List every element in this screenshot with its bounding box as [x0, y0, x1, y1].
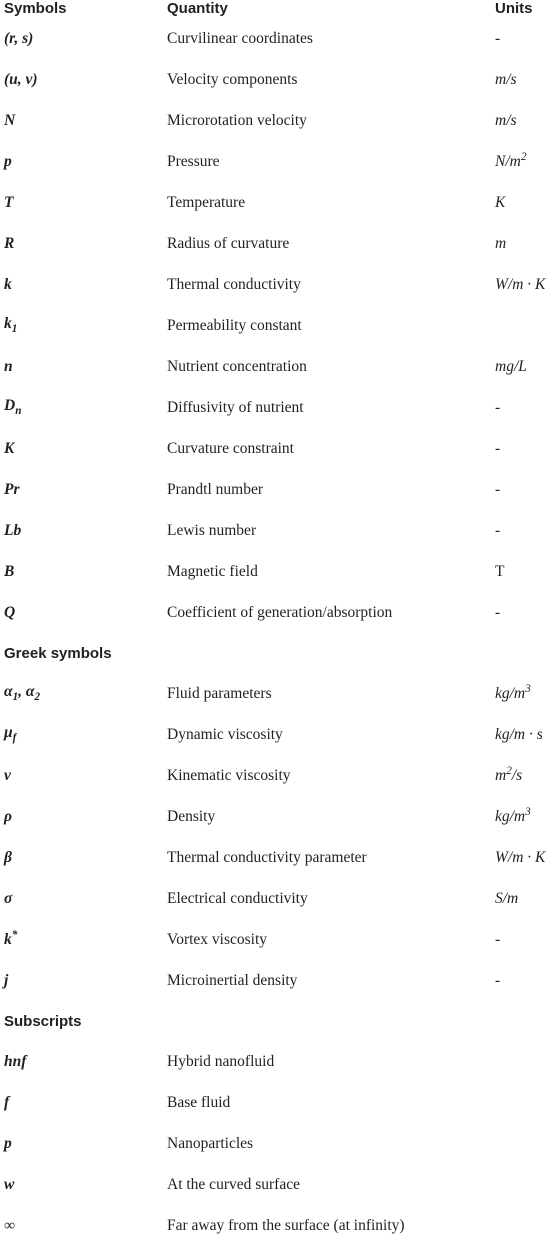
quantity-cell: Permeability constant: [167, 316, 302, 334]
table-row: [0, 1205, 558, 1246]
symbol-cell: (u, v): [4, 70, 38, 88]
table-row: [0, 714, 558, 755]
quantity-cell: Thermal conductivity: [167, 275, 301, 293]
units-cell: [495, 1164, 558, 1205]
symbol-cell: j: [4, 971, 9, 989]
units-cell: $kg/m^3$: [495, 683, 531, 703]
quantity-cell: Velocity components: [167, 70, 298, 88]
section-heading: Subscripts: [4, 1012, 82, 1030]
table-row: [0, 919, 558, 960]
table-row: [0, 673, 558, 714]
units-cell: mg/L: [495, 357, 527, 375]
units-cell: S/m: [495, 889, 519, 907]
table-row: [0, 796, 558, 837]
quantity-cell: Electrical conductivity: [167, 889, 308, 907]
quantity-cell: Base fluid: [167, 1093, 231, 1111]
symbol-cell: Q: [4, 603, 16, 621]
units-cell: $m^2/s$: [495, 765, 523, 785]
section-heading-row: [0, 1001, 558, 1041]
quantity-cell: Far away from the surface (at infinity): [167, 1216, 405, 1234]
table-row: [0, 223, 558, 264]
symbol-cell: $k_1$: [4, 315, 18, 336]
symbol-cell: $\mu_f$: [4, 724, 17, 745]
symbol-cell: $\alpha_1$, $\alpha_2$: [4, 683, 41, 704]
table-row: [0, 837, 558, 878]
units-cell: -: [495, 971, 501, 989]
table-row: [0, 182, 558, 223]
table-row: [0, 59, 558, 100]
quantity-cell: At the curved surface: [167, 1175, 300, 1193]
quantity-cell: Curvature constraint: [167, 439, 294, 457]
units-cell: m/s: [495, 111, 517, 129]
quantity-cell: Thermal conductivity parameter: [167, 848, 367, 866]
units-cell: -: [495, 29, 501, 47]
table-row: [0, 551, 558, 592]
table-row: [0, 592, 558, 633]
units-cell: kg/m · s: [495, 725, 543, 743]
symbol-cell: β: [4, 848, 12, 866]
table-row: [0, 878, 558, 919]
units-cell: [495, 1082, 558, 1123]
symbol-cell: k: [4, 275, 12, 293]
units-cell: [495, 1123, 558, 1164]
symbol-cell: T: [4, 193, 14, 211]
units-cell: -: [495, 930, 501, 948]
quantity-cell: Vortex viscosity: [167, 930, 268, 948]
units-cell: -: [495, 439, 501, 457]
symbol-cell: k*: [4, 929, 18, 949]
symbol-cell: σ: [4, 889, 13, 907]
units-cell: -: [495, 521, 501, 539]
symbol-cell: $D_n$: [4, 397, 22, 418]
table-row: [0, 960, 558, 1001]
table-row: [0, 755, 558, 796]
symbol-cell: p: [4, 152, 12, 170]
table-row: [0, 141, 558, 182]
units-cell: W/m · K: [495, 848, 546, 866]
quantity-cell: Fluid parameters: [167, 684, 272, 702]
units-cell: [495, 1041, 558, 1082]
quantity-cell: Pressure: [167, 152, 220, 170]
units-cell: T: [495, 562, 505, 580]
symbol-cell: hnf: [4, 1052, 27, 1070]
quantity-cell: Kinematic viscosity: [167, 766, 291, 784]
quantity-cell: Lewis number: [167, 521, 257, 539]
header-symbols: Symbols: [4, 0, 67, 17]
units-cell: K: [495, 193, 506, 211]
table-row: [0, 469, 558, 510]
units-cell: W/m · K: [495, 275, 546, 293]
quantity-cell: Curvilinear coordinates: [167, 29, 313, 47]
quantity-cell: Radius of curvature: [167, 234, 290, 252]
symbol-cell: ρ: [4, 807, 12, 825]
symbol-cell: n: [4, 357, 13, 375]
table-row: [0, 305, 558, 346]
table-row: [0, 387, 558, 428]
header-quantity: Quantity: [167, 0, 228, 17]
symbol-cell: ν: [4, 766, 11, 784]
units-cell: [495, 305, 558, 346]
units-cell: -: [495, 480, 501, 498]
symbol-cell: K: [4, 439, 15, 457]
symbol-cell: p: [4, 1134, 12, 1152]
table-row: [0, 1164, 558, 1205]
symbol-cell: f: [4, 1093, 10, 1111]
quantity-cell: Magnetic field: [167, 562, 258, 580]
quantity-cell: Hybrid nanofluid: [167, 1052, 275, 1070]
symbol-cell: B: [4, 562, 15, 580]
units-cell: $kg/m^3$: [495, 806, 531, 826]
table-row: [0, 1082, 558, 1123]
section-heading-row: [0, 633, 558, 673]
quantity-cell: Diffusivity of nutrient: [167, 398, 304, 416]
units-cell: $N/m^2$: [495, 151, 527, 171]
units-cell: m: [495, 234, 507, 252]
table-body: [0, 18, 558, 1246]
units-cell: [495, 1205, 558, 1246]
quantity-cell: Density: [167, 807, 216, 825]
quantity-cell: Microinertial density: [167, 971, 298, 989]
table-row: [0, 264, 558, 305]
quantity-cell: Nutrient concentration: [167, 357, 307, 375]
table-row: [0, 510, 558, 551]
symbol-cell: R: [4, 234, 15, 252]
table-row: [0, 100, 558, 141]
symbol-cell: Pr: [4, 480, 20, 498]
units-cell: m/s: [495, 70, 517, 88]
table-row: [0, 1123, 558, 1164]
quantity-cell: Prandtl number: [167, 480, 263, 498]
quantity-cell: Nanoparticles: [167, 1134, 254, 1152]
units-cell: -: [495, 398, 501, 416]
symbol-cell: N: [4, 111, 16, 129]
symbol-cell: Lb: [4, 521, 22, 539]
table-row: [0, 1041, 558, 1082]
symbol-cell: (r, s): [4, 29, 34, 47]
symbol-cell: ∞: [4, 1216, 16, 1234]
units-cell: -: [495, 603, 501, 621]
quantity-cell: Dynamic viscosity: [167, 725, 283, 743]
table-header-row: [0, 0, 558, 18]
header-units: Units: [495, 0, 533, 17]
quantity-cell: Microrotation velocity: [167, 111, 307, 129]
quantity-cell: Temperature: [167, 193, 246, 211]
table-row: [0, 18, 558, 59]
symbol-cell: w: [4, 1175, 15, 1193]
quantity-cell: Coefficient of generation/absorption: [167, 603, 393, 621]
table-row: [0, 346, 558, 387]
table-row: [0, 428, 558, 469]
section-heading: Greek symbols: [4, 644, 112, 662]
